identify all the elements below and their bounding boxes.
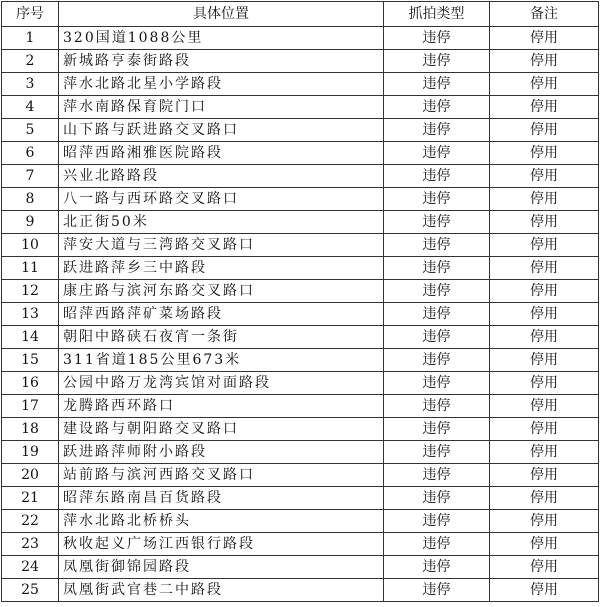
row-location: 跃进路萍乡三中路段: [59, 257, 384, 280]
table-row: [2, 234, 599, 257]
table-row: [2, 257, 599, 280]
row-location: 萍水北路北星小学路段: [59, 73, 384, 96]
row-location: 龙腾路西环路口: [59, 395, 384, 418]
row-note: 停用: [490, 211, 599, 234]
row-number: 16: [2, 372, 59, 395]
row-note: 停用: [490, 119, 599, 142]
row-capture-type: 违停: [384, 50, 490, 73]
row-note: 停用: [490, 326, 599, 349]
row-note: 停用: [490, 234, 599, 257]
row-capture-type: 违停: [384, 73, 490, 96]
row-number: 2: [2, 50, 59, 73]
row-note: 停用: [490, 50, 599, 73]
row-capture-type: 违停: [384, 579, 490, 602]
table-row: [2, 395, 599, 418]
row-note: 停用: [490, 372, 599, 395]
row-capture-type: 违停: [384, 510, 490, 533]
row-number: 9: [2, 211, 59, 234]
row-number: 20: [2, 464, 59, 487]
row-note: 停用: [490, 165, 599, 188]
table-row: [2, 303, 599, 326]
row-capture-type: 违停: [384, 533, 490, 556]
table-row: [2, 280, 599, 303]
row-capture-type: 违停: [384, 257, 490, 280]
table-row: [2, 73, 599, 96]
row-number: 5: [2, 119, 59, 142]
row-note: 停用: [490, 418, 599, 441]
row-location: 320国道1088公里: [59, 27, 384, 50]
row-note: 停用: [490, 556, 599, 579]
row-location: 朝阳中路硖石夜宵一条街: [59, 326, 384, 349]
header-location: 具体位置: [59, 2, 384, 27]
table-row: [2, 441, 599, 464]
table-row: [2, 372, 599, 395]
row-number: 8: [2, 188, 59, 211]
row-location: 山下路与跃进路交叉路口: [59, 119, 384, 142]
row-note: 停用: [490, 280, 599, 303]
row-capture-type: 违停: [384, 142, 490, 165]
row-note: 停用: [490, 303, 599, 326]
row-capture-type: 违停: [384, 395, 490, 418]
row-capture-type: 违停: [384, 349, 490, 372]
row-note: 停用: [490, 349, 599, 372]
row-note: 停用: [490, 395, 599, 418]
row-note: 停用: [490, 73, 599, 96]
row-location: 康庄路与滨河东路交叉路口: [59, 280, 384, 303]
row-location: 凤凰街武官巷二中路段: [59, 579, 384, 602]
row-number: 7: [2, 165, 59, 188]
table-row: [2, 326, 599, 349]
header-note: 备注: [490, 2, 599, 27]
row-capture-type: 违停: [384, 119, 490, 142]
row-location: 兴业北路路段: [59, 165, 384, 188]
row-note: 停用: [490, 257, 599, 280]
table-row: [2, 418, 599, 441]
row-number: 1: [2, 27, 59, 50]
row-location: 北正街50米: [59, 211, 384, 234]
row-number: 23: [2, 533, 59, 556]
table-header-row: [2, 2, 599, 27]
row-number: 15: [2, 349, 59, 372]
table-row: [2, 142, 599, 165]
row-location: 八一路与西环路交叉路口: [59, 188, 384, 211]
row-location: 凤凰街御锦园路段: [59, 556, 384, 579]
table-row: [2, 464, 599, 487]
table-row: [2, 349, 599, 372]
row-capture-type: 违停: [384, 487, 490, 510]
table-row: [2, 487, 599, 510]
table-row: [2, 556, 599, 579]
row-capture-type: 违停: [384, 27, 490, 50]
row-note: 停用: [490, 441, 599, 464]
row-capture-type: 违停: [384, 418, 490, 441]
row-capture-type: 违停: [384, 303, 490, 326]
row-capture-type: 违停: [384, 326, 490, 349]
row-location: 昭萍西路湘雅医院路段: [59, 142, 384, 165]
row-number: 13: [2, 303, 59, 326]
row-location: 311省道185公里673米: [59, 349, 384, 372]
row-note: 停用: [490, 464, 599, 487]
row-number: 14: [2, 326, 59, 349]
row-location: 萍水北路北桥桥头: [59, 510, 384, 533]
row-location: 秋收起义广场江西银行路段: [59, 533, 384, 556]
table-row: [2, 510, 599, 533]
row-capture-type: 违停: [384, 280, 490, 303]
row-number: 4: [2, 96, 59, 119]
row-capture-type: 违停: [384, 165, 490, 188]
row-capture-type: 违停: [384, 211, 490, 234]
row-number: 12: [2, 280, 59, 303]
row-capture-type: 违停: [384, 96, 490, 119]
row-note: 停用: [490, 27, 599, 50]
row-note: 停用: [490, 579, 599, 602]
row-number: 3: [2, 73, 59, 96]
table-row: [2, 211, 599, 234]
row-number: 24: [2, 556, 59, 579]
header-no: 序号: [2, 2, 59, 27]
table-row: [2, 27, 599, 50]
row-capture-type: 违停: [384, 234, 490, 257]
row-note: 停用: [490, 533, 599, 556]
row-location: 昭萍西路萍矿菜场路段: [59, 303, 384, 326]
table-row: [2, 50, 599, 73]
row-capture-type: 违停: [384, 464, 490, 487]
camera-location-table: [1, 1, 599, 602]
row-number: 19: [2, 441, 59, 464]
row-location: 萍安大道与三湾路交叉路口: [59, 234, 384, 257]
table-row: [2, 533, 599, 556]
row-number: 17: [2, 395, 59, 418]
row-capture-type: 违停: [384, 188, 490, 211]
row-capture-type: 违停: [384, 441, 490, 464]
header-type: 抓拍类型: [384, 2, 490, 27]
row-location: 公园中路万龙湾宾馆对面路段: [59, 372, 384, 395]
row-location: 萍水南路保育院门口: [59, 96, 384, 119]
table-row: [2, 96, 599, 119]
row-note: 停用: [490, 96, 599, 119]
row-location: 昭萍东路南昌百货路段: [59, 487, 384, 510]
row-location: 站前路与滨河西路交叉路口: [59, 464, 384, 487]
row-note: 停用: [490, 510, 599, 533]
row-note: 停用: [490, 142, 599, 165]
row-capture-type: 违停: [384, 556, 490, 579]
row-note: 停用: [490, 188, 599, 211]
table-body: [2, 27, 599, 602]
row-number: 6: [2, 142, 59, 165]
table-row: [2, 165, 599, 188]
row-number: 22: [2, 510, 59, 533]
row-number: 10: [2, 234, 59, 257]
table-row: [2, 119, 599, 142]
row-location: 建设路与朝阳路交叉路口: [59, 418, 384, 441]
row-number: 18: [2, 418, 59, 441]
table-row: [2, 579, 599, 602]
table-row: [2, 188, 599, 211]
row-capture-type: 违停: [384, 372, 490, 395]
row-location: 新城路亨泰街路段: [59, 50, 384, 73]
row-note: 停用: [490, 487, 599, 510]
row-location: 跃进路萍师附小路段: [59, 441, 384, 464]
row-number: 11: [2, 257, 59, 280]
row-number: 21: [2, 487, 59, 510]
row-number: 25: [2, 579, 59, 602]
